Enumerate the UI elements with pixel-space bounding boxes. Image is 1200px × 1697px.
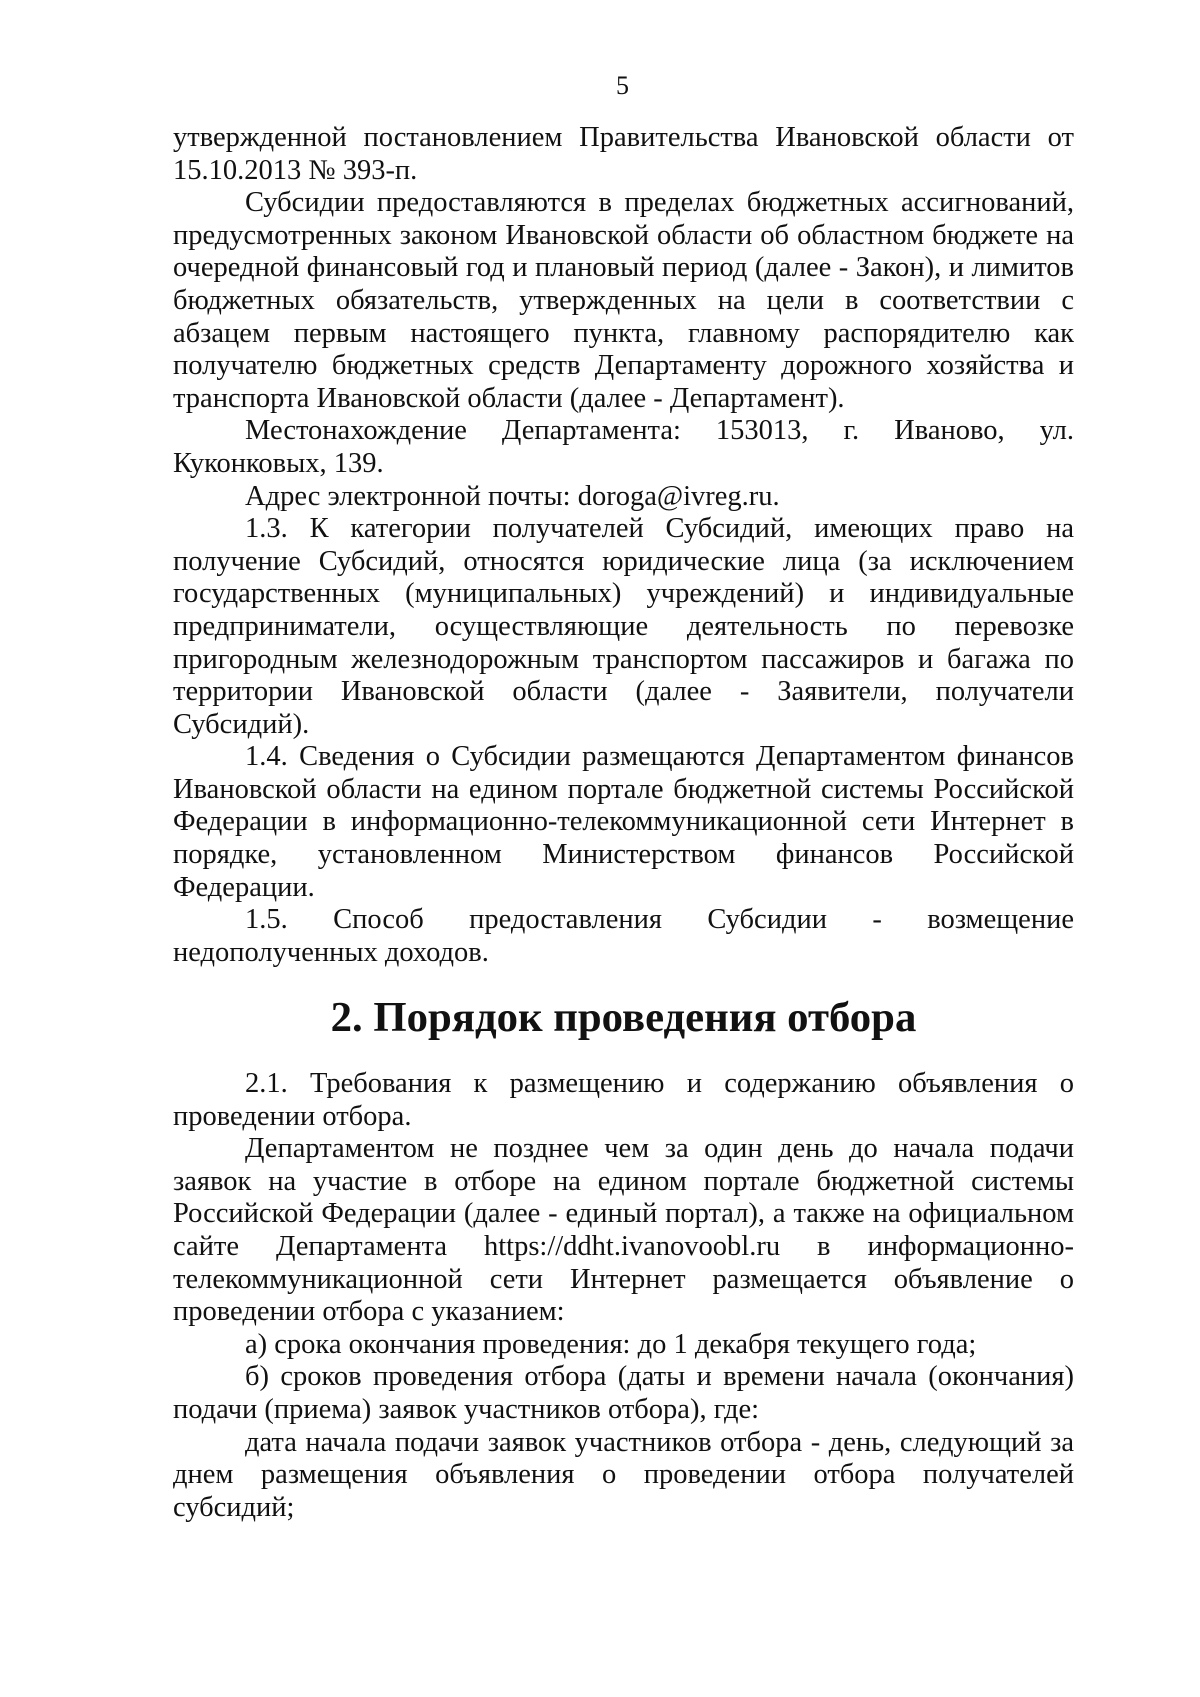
section-heading: 2. Порядок проведения отбора [330, 994, 917, 1042]
document-body [173, 122, 1074, 1524]
paragraph-email-address: Адрес электронной почты: doroga@ivreg.ru. [245, 480, 780, 512]
list-item-a-deadline: а) срока окончания проведения: до 1 декабря текущего года; [245, 1328, 977, 1360]
paragraph-subsidy-limits: Субсидии предоставляются в пределах бюджетных ассигнований, предусмотренных законом Ивановской области об областном бюджете на очередной финансовый год и плановый период (далее - Закон), и лимитов бюджетных обязательств, утвержденных на цели в соответствии с абзацем первым настоящего пункта, главному распорядителю как получателю бюджетных средств Департаменту дорожного хозяйства и транспорта Ивановской области (далее - Департамент). [173, 187, 1074, 414]
paragraph-1-3-recipient-category: 1.3. К категории получателей Субсидий, имеющих право на получение Субсидий, относятся юридические лица (за исключением государственных (муниципальных) учреждений) и индивидуальные предприниматели, осуществляющие деятельность по перевозке пригородным железнодорожным транспортом пассажиров и багажа по территории Ивановской области (далее - Заявители, получатели Субсидий). [173, 513, 1074, 740]
list-item-b-application-dates: б) сроков проведения отбора (даты и времени начала (окончания) подачи (приема) заявок участников отбора), где: [173, 1361, 1074, 1425]
paragraph-approval-reference: утвержденной постановлением Правительства Ивановской области от 15.10.2013 № 393-п. [173, 122, 1074, 186]
page-number: 5 [616, 71, 629, 100]
paragraph-1-5-subsidy-method: 1.5. Способ предоставления Субсидии - возмещение недополученных доходов. [173, 904, 1074, 968]
paragraph-1-4-subsidy-info: 1.4. Сведения о Субсидии размещаются Департаментом финансов Ивановской области на едином портале бюджетной системы Российской Федерации в информационно-телекоммуникационной сети Интернет в порядке, установленном Министерством финансов Российской Федерации. [173, 741, 1074, 903]
paragraph-department-location: Местонахождение Департамента: 153013, г. Иваново, ул. Куконковых, 139. [173, 415, 1074, 479]
paragraph-2-1-announcement-requirements: 2.1. Требования к размещению и содержанию объявления о проведении отбора. [173, 1068, 1074, 1132]
paragraph-application-start-date: дата начала подачи заявок участников отбора - день, следующий за днем размещения объявления о проведении отбора получателей субсидий; [173, 1426, 1074, 1523]
paragraph-announcement-publication: Департаментом не позднее чем за один день до начала подачи заявок на участие в отборе на едином портале бюджетной системы Российской Федерации (далее - единый портал), а также на официальном сайте Департамента https://ddht.ivanovoobl.ru в информационно-телекоммуникационной сети Интернет размещается объявление о проведении отбора с указанием: [173, 1133, 1074, 1328]
